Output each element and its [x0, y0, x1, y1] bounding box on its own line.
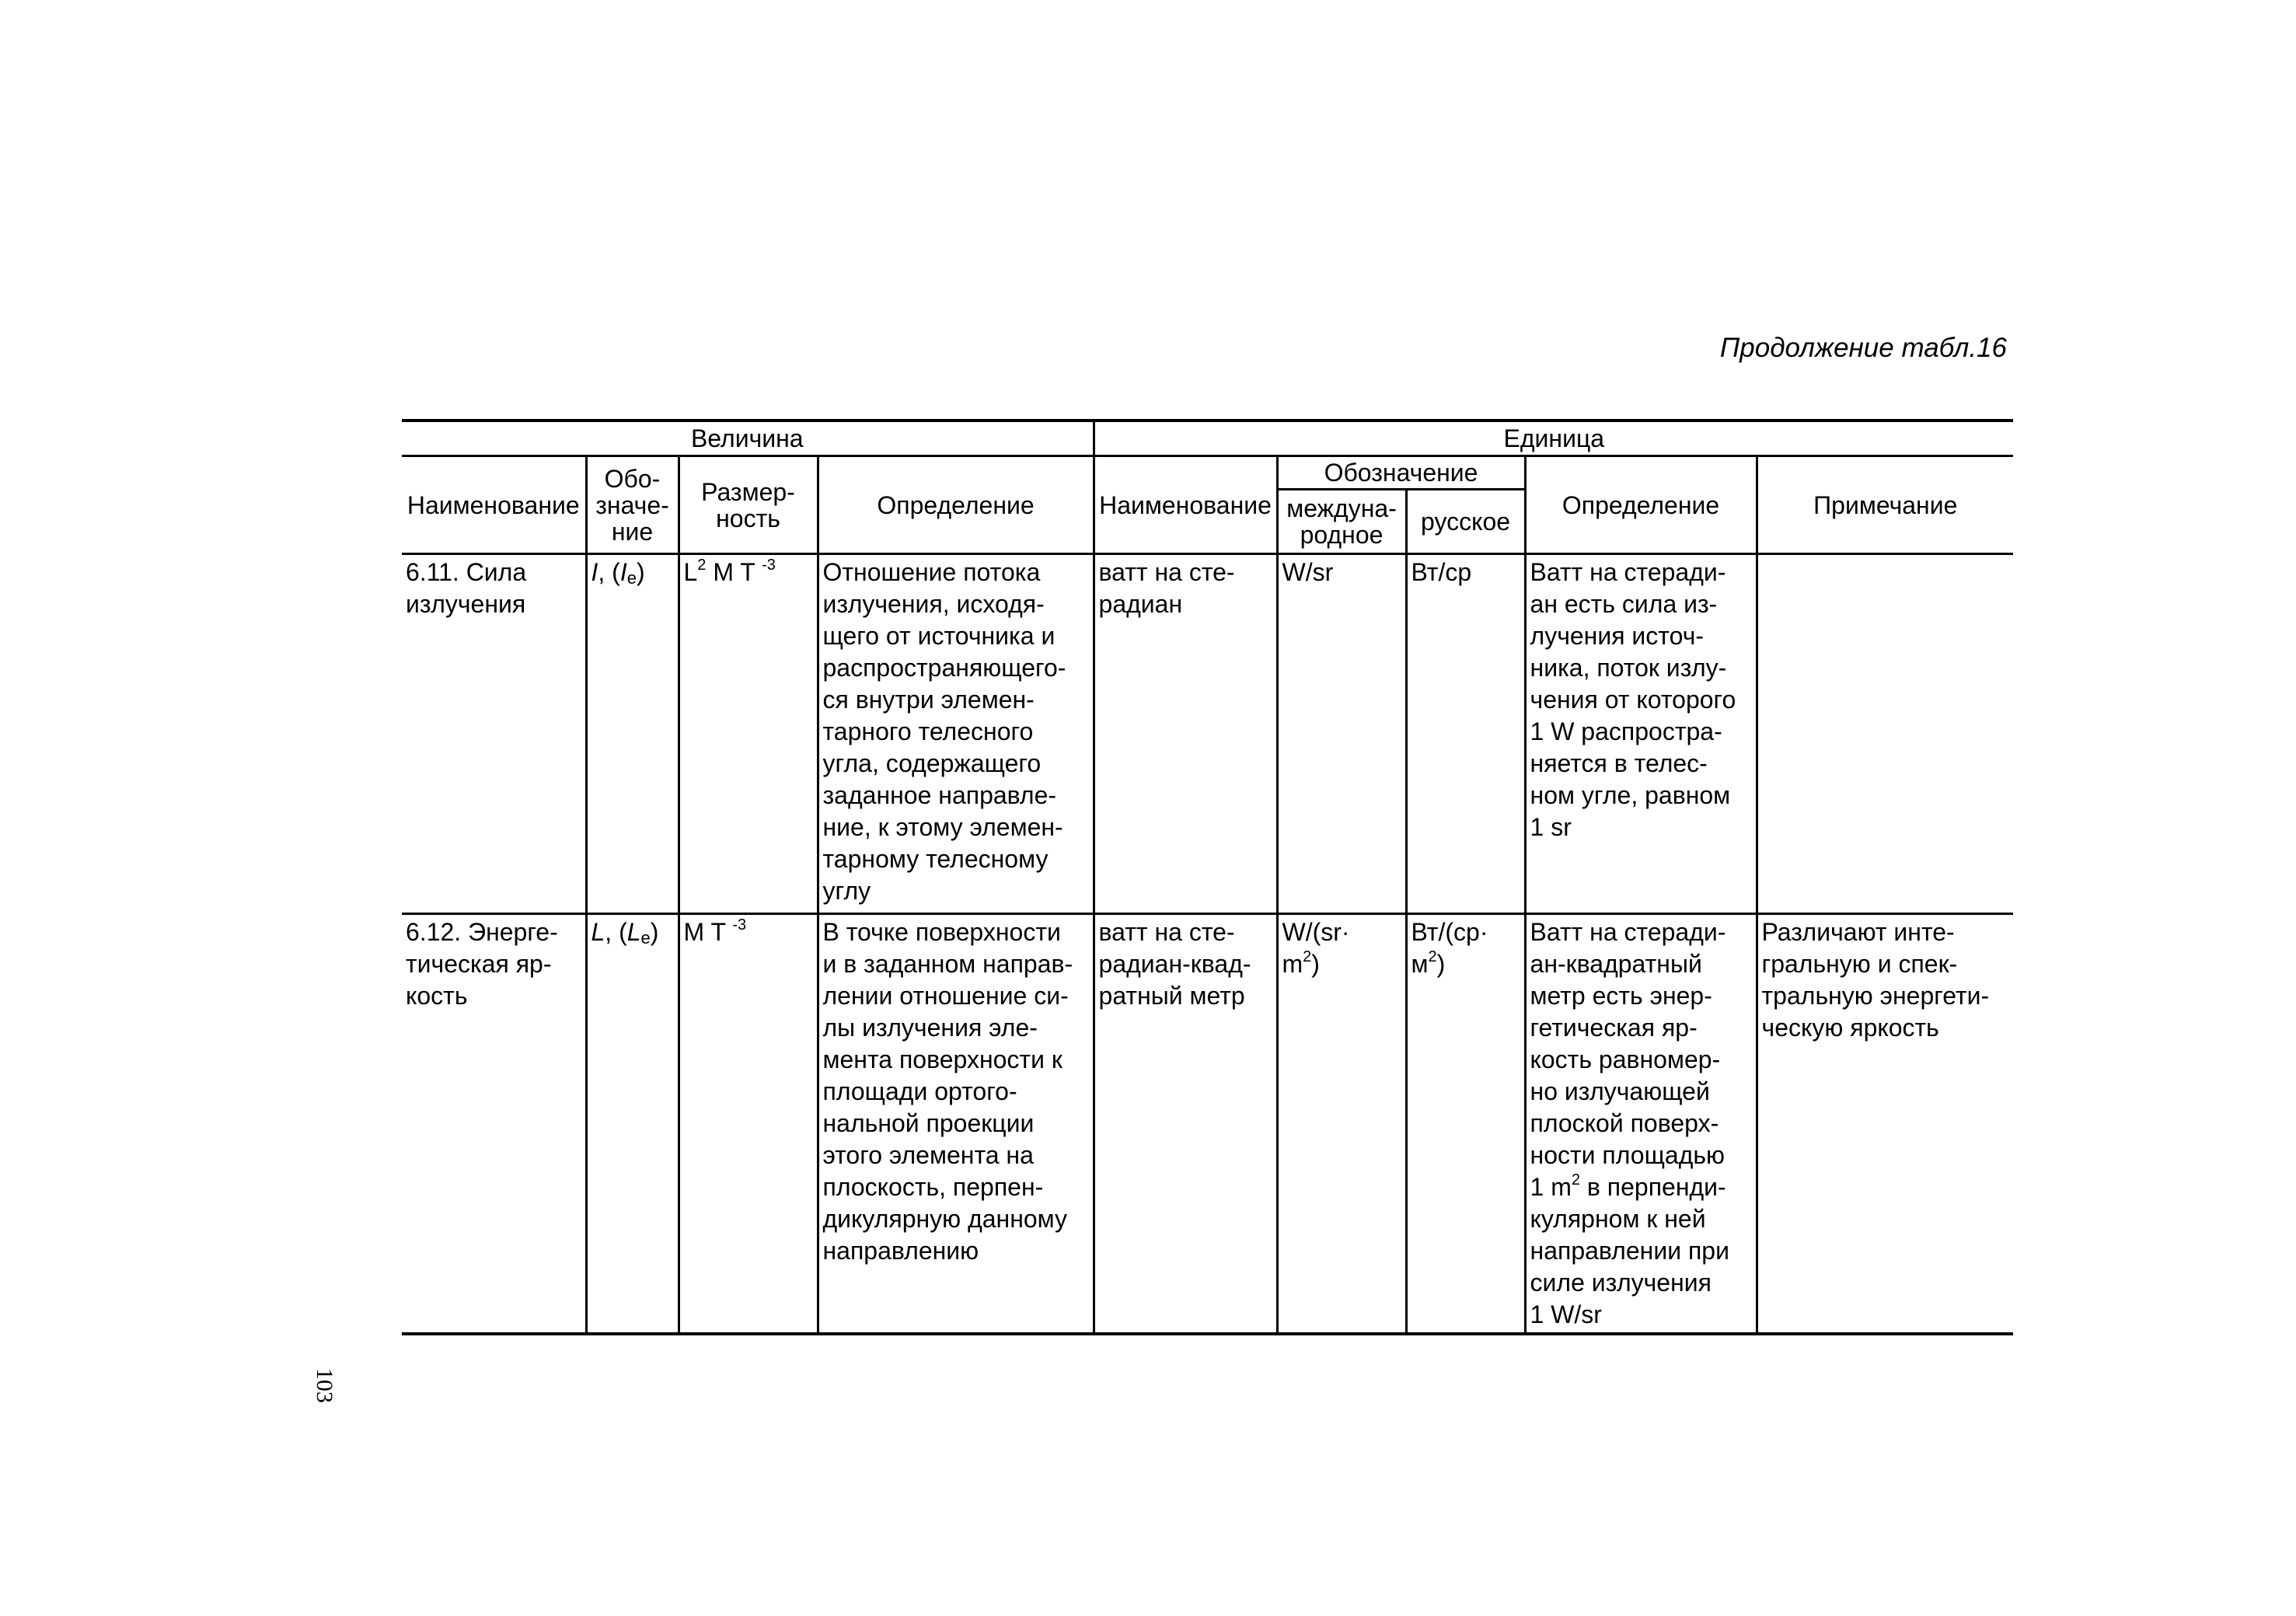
group-header-unit: Единица [1094, 421, 2013, 456]
cell-name: 6.11. Сила излучения [402, 554, 586, 914]
header-unit-name: Наименование [1094, 456, 1277, 554]
table-caption: Продолжение табл.16 [1719, 333, 2007, 363]
cell-note: Различают инте- гральную и спек- тральную энергети- ческую яркость [1757, 914, 2013, 1335]
table-row [402, 914, 2013, 1335]
cell-russian: Вт/ср [1406, 554, 1525, 914]
header-russian: русское [1406, 490, 1525, 554]
header-definition: Определение [818, 456, 1094, 554]
cell-unit-definition: Ватт на стеради- ан есть сила из- лучения источ- ника, поток излу- чения от которого 1 W распростра- няется в телес- ном угле, равном 1 sr [1525, 554, 1757, 914]
cell-international: W/(sr· $m^2$) [1277, 914, 1406, 1335]
cell-symbol: L, $(L_e)$ [586, 914, 679, 1335]
cell-russian: Вт/(ср· $м^2$) [1406, 914, 1525, 1335]
cell-definition: В точке поверхности и в заданном направ- лении отношение си- лы излучения эле- мента поверхности к площади ортого- нальной проекции этого элемента на плоскость, перпен- дикулярную данному направлению [818, 914, 1094, 1335]
header-symbol: Обо- значе- ние [586, 456, 679, 554]
cell-definition: Отношение потока излучения, исходя- щего от источника и распространяющего- ся внутри элемен- тарного телесного угла, содержащего заданное направле- ние, к этому элемен- тарному телесному углу [818, 554, 1094, 914]
quantities-table [402, 419, 2013, 1335]
cell-unit-definition: Ватт на стеради- ан-квадратный метр есть энер- гетическая яр- кость равномер- но излучающей плоской поверх- ности площадью 1 $m^2$ в перпенди- кулярном к ней направлении при силе излучения 1 W/sr [1525, 914, 1757, 1335]
cell-unit-name: ватт на сте- радиан-квад- ратный метр [1094, 914, 1277, 1335]
cell-dimension: M T $^{-3}$ [679, 914, 818, 1335]
group-header-quantity: Величина [402, 421, 1094, 456]
cell-unit-name: ватт на сте- радиан [1094, 554, 1277, 914]
header-international: междуна- родное [1277, 490, 1406, 554]
table-row [402, 554, 2013, 914]
header-dimension: Размер- ность [679, 456, 818, 554]
page-number: 103 [312, 1368, 337, 1403]
cell-note [1757, 554, 2013, 914]
header-note: Примечание [1757, 456, 2013, 554]
cell-name: 6.12. Энерге- тическая яр- кость [402, 914, 586, 1335]
cell-symbol: I, $(I_e)$ [586, 554, 679, 914]
cell-international: W/sr [1277, 554, 1406, 914]
header-unit-definition: Определение [1525, 456, 1757, 554]
header-unit-symbol-group: Обозначение [1277, 456, 1525, 490]
cell-dimension: $L^2$ M T $^{-3}$ [679, 554, 818, 914]
header-name: Наименование [402, 456, 586, 554]
